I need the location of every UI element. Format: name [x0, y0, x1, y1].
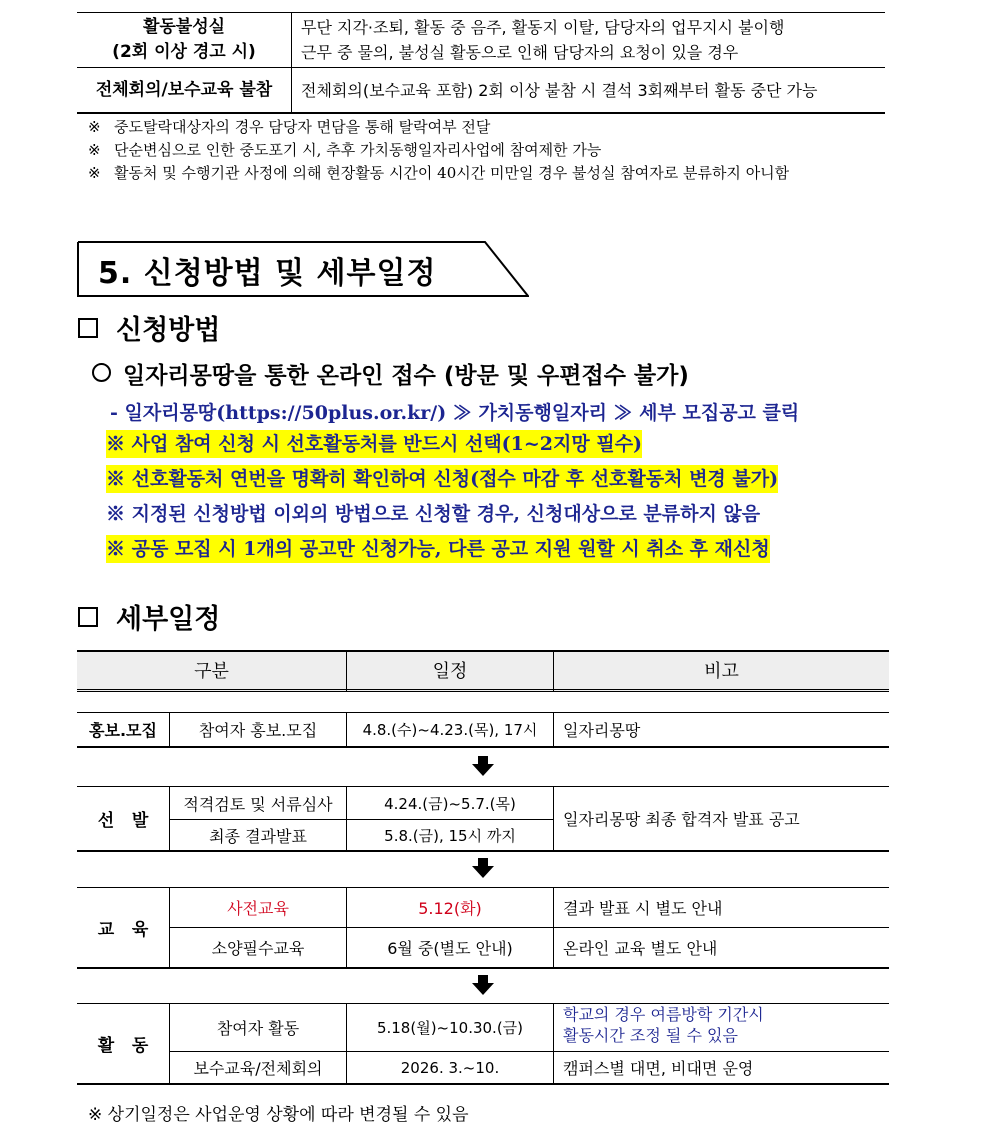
header-date: 일정	[432, 661, 468, 682]
block-category: 홍보.모집	[89, 721, 157, 740]
arrow-down-icon	[472, 858, 494, 878]
arrow-down-icon	[472, 975, 494, 995]
block-category: 교 육	[97, 920, 149, 940]
note-text: 단순변심으로 인한 중도포기 시, 추후 가치동행일자리사업에 참여제한 가능	[114, 141, 602, 159]
apply-main-text: 일자리몽땅을 통한 온라인 접수 (방문 및 우편접수 불가)	[123, 363, 689, 389]
desc-line: 무단 지각·조퇴, 활동 중 음주, 활동지 이탈, 담당자의 업무지시 불이행	[301, 18, 785, 37]
block-note: 일자리몽땅	[563, 721, 641, 740]
desc-line: 근무 중 물의, 불성실 활동으로 인해 담당자의 요청이 있을 경우	[301, 43, 739, 62]
schedule-block-promo	[77, 712, 889, 748]
note-item	[88, 116, 918, 139]
row-label	[77, 68, 292, 114]
divider	[169, 1004, 170, 1083]
block-item: 보수교육/전체회의	[193, 1059, 323, 1078]
header-note: 비고	[704, 661, 739, 682]
highlight-note: ※ 지정된 신청방법 이외의 방법으로 신청할 경우, 신청대상으로 분류하지 않음	[106, 503, 761, 525]
checkbox-square-icon	[78, 318, 98, 338]
divider	[553, 1004, 554, 1083]
block-item: 최종 결과발표	[209, 826, 307, 846]
divider	[346, 713, 347, 746]
header-category: 구분	[194, 661, 229, 682]
table-row	[77, 68, 885, 114]
table-row	[77, 13, 885, 68]
block-item: 소양필수교육	[211, 939, 305, 958]
divider	[170, 819, 553, 820]
circle-bullet-icon	[92, 363, 111, 382]
row-label	[77, 13, 292, 68]
apply-heading-text: 신청방법	[116, 315, 221, 346]
note-mark: ※	[88, 118, 101, 136]
schedule-heading	[78, 597, 220, 636]
highlight-note: ※ 사업 참여 신청 시 선호활동처를 반드시 선택(1~2지망 필수)	[106, 430, 642, 458]
divider	[553, 787, 554, 850]
block-date: 5.18(월)~10.30.(금)	[376, 1019, 524, 1037]
divider	[169, 713, 170, 746]
divider	[169, 787, 170, 850]
section-title-text: 5. 신청방법 및 세부일정	[98, 256, 437, 291]
divider	[346, 652, 347, 691]
block-date: 6월 중(별도 안내)	[387, 939, 513, 958]
penalty-table	[77, 12, 885, 114]
schedule-footnote: ※ 상기일정은 사업운영 상황에 따라 변경될 수 있음	[88, 1105, 469, 1125]
block-note: 온라인 교육 별도 안내	[563, 939, 718, 958]
divider	[170, 927, 889, 928]
schedule-block-activity	[77, 1003, 889, 1085]
row-desc	[292, 68, 886, 114]
block-item: 사전교육	[227, 899, 289, 918]
note-line: 학교의 경우 여름방학 기간시	[563, 1005, 764, 1024]
divider	[553, 713, 554, 746]
block-note: 결과 발표 시 별도 안내	[563, 899, 723, 918]
block-date: 5.12(화)	[418, 899, 482, 918]
block-date: 2026. 3.~10.	[400, 1058, 500, 1077]
block-date: 4.24.(금)~5.7.(목)	[384, 794, 516, 813]
divider	[346, 787, 347, 850]
desc-line: 전체회의(보수교육 포함) 2회 이상 불참 시 결석 3회째부터 활동 중단 가능	[301, 80, 818, 100]
schedule-header	[77, 650, 889, 692]
apply-path: - 일자리몽땅(https://50plus.or.kr/) ≫ 가치동행일자리 ≫ 세부 모집공고 클릭	[110, 402, 800, 424]
schedule-block-select	[77, 786, 889, 852]
divider	[170, 1051, 889, 1052]
note-line: 활동시간 조정 될 수 있음	[563, 1026, 738, 1045]
note-item	[88, 162, 918, 185]
note-text: 중도탈락대상자의 경우 담당자 면담을 통해 탈락여부 전달	[114, 118, 491, 136]
block-date: 4.8.(수)~4.23.(목), 17시	[362, 721, 538, 739]
schedule-block-edu	[77, 887, 889, 969]
apply-main	[92, 357, 689, 390]
schedule-heading-text: 세부일정	[116, 604, 221, 635]
block-item: 참여자 활동	[216, 1019, 300, 1038]
block-item: 적격검토 및 서류심사	[183, 794, 333, 814]
block-note: 일자리몽땅 최종 합격자 발표 공고	[563, 810, 800, 829]
section-title	[77, 241, 529, 296]
block-note	[554, 1004, 889, 1051]
label-line: 활동불성실	[142, 17, 226, 37]
note-text: 활동처 및 수행기관 사정에 의해 현장활동 시간이 40시간 미만일 경우 불성실 참여자로 분류하지 아니함	[114, 164, 790, 182]
divider	[346, 1004, 347, 1083]
divider	[346, 888, 347, 967]
row-desc	[292, 13, 886, 68]
block-date: 5.8.(금), 15시 까지	[384, 826, 516, 845]
block-category: 활 동	[97, 1036, 149, 1056]
note-mark: ※	[88, 141, 101, 159]
block-note: 캠퍼스별 대면, 비대면 운영	[563, 1059, 754, 1078]
divider	[553, 652, 554, 691]
notes-list	[88, 116, 918, 185]
label-line: (2회 이상 경고 시)	[112, 42, 256, 62]
highlight-note: ※ 공동 모집 시 1개의 공고만 신청가능, 다른 공고 지원 원할 시 취소 후 재신청	[106, 535, 770, 563]
note-mark: ※	[88, 164, 101, 182]
note-item	[88, 139, 918, 162]
divider	[553, 888, 554, 967]
block-category: 선 발	[97, 811, 149, 831]
arrow-down-icon	[472, 756, 494, 776]
highlight-note: ※ 선호활동처 연번을 명확히 확인하여 신청(접수 마감 후 선호활동처 변경 불가)	[106, 465, 778, 493]
divider	[169, 888, 170, 967]
label-line: 전체회의/보수교육 불참	[95, 79, 273, 100]
block-item: 참여자 홍보.모집	[198, 721, 318, 740]
checkbox-square-icon	[78, 607, 98, 627]
apply-heading	[78, 308, 220, 347]
